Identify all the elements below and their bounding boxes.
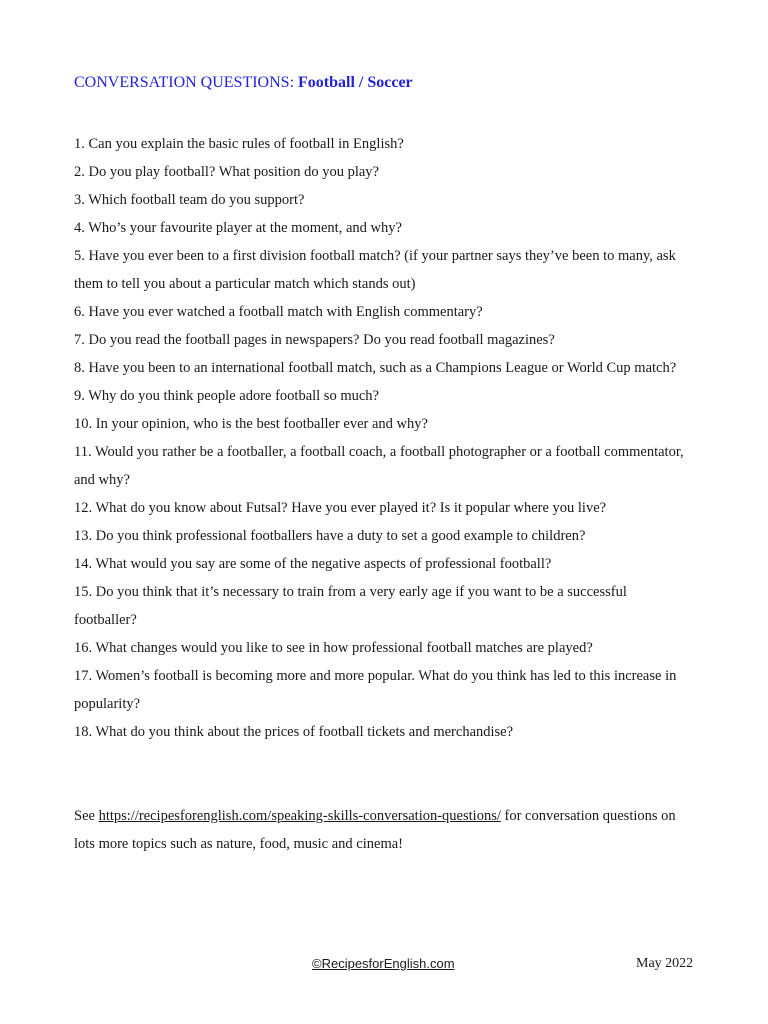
question-item: 18. What do you think about the prices of football tickets and merchandise? (74, 724, 514, 740)
conversation-questions-link[interactable]: https://recipesforenglish.com/speaking-skills-conversation-questions/ (98, 808, 501, 824)
question-item: 7. Do you read the football pages in newspapers? Do you read football magazines? (74, 332, 555, 348)
question-item: 15. Do you think that it’s necessary to train from a very early age if you want to be a successful footballer? (74, 584, 627, 628)
more-topics-note (74, 802, 684, 858)
question-item: 3. Which football team do you support? (74, 192, 305, 208)
question-list (74, 130, 684, 746)
page-title (74, 74, 413, 92)
copyright-link[interactable]: ©RecipesforEnglish.com (312, 956, 455, 971)
question-item: 1. Can you explain the basic rules of football in English? (74, 136, 404, 152)
title-topic: Football / Soccer (298, 74, 413, 91)
question-item: 13. Do you think professional footballers have a duty to set a good example to children? (74, 528, 586, 544)
question-item: 4. Who’s your favourite player at the moment, and why? (74, 220, 402, 236)
question-item: 6. Have you ever watched a football match with English commentary? (74, 304, 483, 320)
question-item: 2. Do you play football? What position do you play? (74, 164, 379, 180)
note-prefix: See (74, 808, 99, 824)
question-item: 16. What changes would you like to see in how professional football matches are played? (74, 640, 593, 656)
question-item: 14. What would you say are some of the negative aspects of professional football? (74, 556, 552, 572)
document-date: May 2022 (636, 956, 694, 971)
question-item: 8. Have you been to an international football match, such as a Champions League or World Cup match? (74, 360, 677, 376)
question-item: 11. Would you rather be a footballer, a football coach, a football photographer or a football commentator, and why? (74, 444, 684, 488)
title-prefix: CONVERSATION QUESTIONS: (74, 74, 295, 91)
question-item: 10. In your opinion, who is the best footballer ever and why? (74, 416, 428, 432)
question-item: 12. What do you know about Futsal? Have you ever played it? Is it popular where you live? (74, 500, 607, 516)
question-item: 9. Why do you think people adore football so much? (74, 388, 379, 404)
note-suffix: for conversation questions on lots more topics such as nature, food, music and cinema! (74, 808, 676, 852)
question-item: 5. Have you ever been to a first division football match? (if your partner says they’ve been to many, ask them to tell you about a particular match which stands out) (74, 248, 676, 292)
question-item: 17. Women’s football is becoming more and more popular. What do you think has led to this increase in popularity? (74, 668, 677, 712)
